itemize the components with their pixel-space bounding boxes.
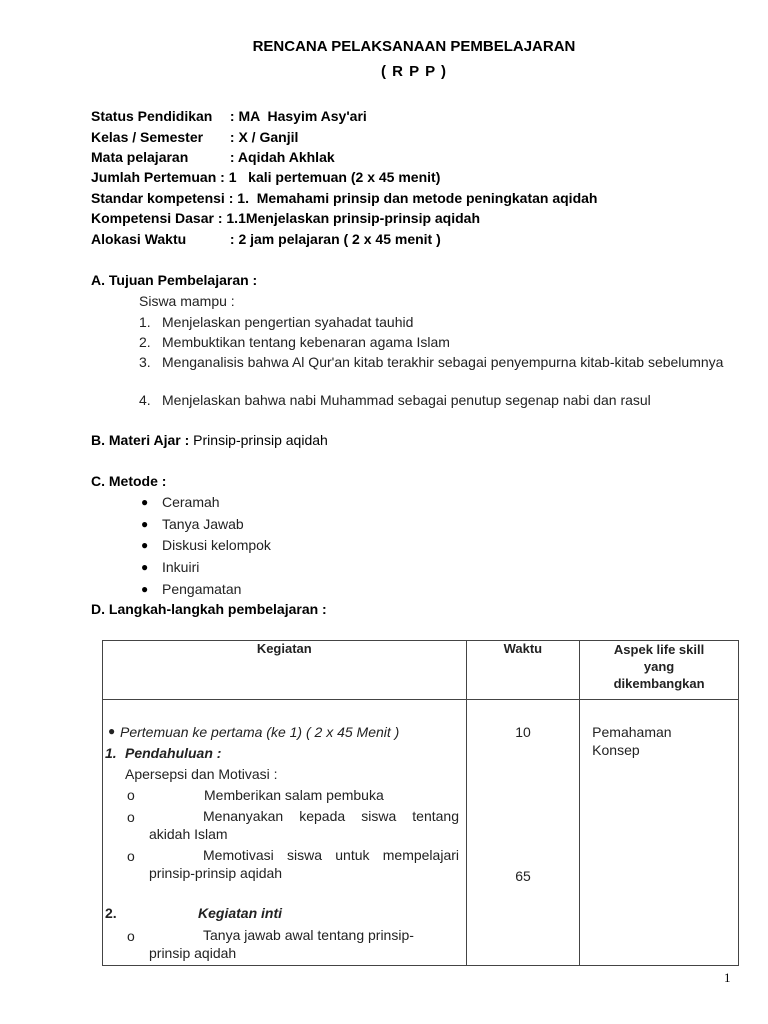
bullet-icon: ● [108, 724, 116, 738]
objective-number: 2. [139, 334, 151, 350]
identity-separator: : [226, 231, 239, 247]
identity-status [91, 106, 367, 126]
identity-mapel [91, 147, 335, 167]
identity-alokasi [91, 229, 441, 249]
section-b [91, 430, 328, 450]
step1-item: Memberikan salam pembuka [204, 787, 384, 803]
step1-item-text: Menanyakan kepada siswa tentang akidah Islam [149, 808, 459, 842]
identity-label: Kompetensi Dasar [91, 210, 214, 226]
identity-value: 1 kali pertemuan (2 x 45 menit) [228, 169, 441, 185]
circle-bullet-icon: o [127, 848, 135, 864]
document-subtitle: ( R P P ) [381, 63, 447, 80]
identity-separator: : [213, 210, 227, 226]
identity-separator: : [226, 149, 238, 165]
identity-standar [91, 188, 597, 208]
identity-label: Status Pendidikan [91, 108, 213, 124]
life-skill-text: Pemahaman Konsep [592, 724, 672, 758]
identity-value: 1.1Menjelaskan prinsip-prinsip aqidah [226, 210, 481, 226]
step1-number: 1. [105, 745, 117, 761]
objective-number: 3. [139, 354, 151, 370]
objective-text: Menganalisis bahwa Al Qur'an kitab terakhir sebagai penyempurna kitab-kitab sebelumnya [162, 354, 724, 370]
section-b-text: Prinsip-prinsip aqidah [193, 432, 328, 448]
step2-item [149, 926, 449, 962]
identity-label: Jumlah Pertemuan [91, 169, 217, 185]
identity-kelas [91, 127, 298, 147]
waktu-cell [466, 700, 580, 966]
objective-number: 1. [139, 314, 151, 330]
bullet-icon: ● [141, 582, 149, 596]
step2-number: 2. [105, 905, 117, 921]
circle-bullet-icon: o [127, 787, 135, 803]
step1-title: Pendahuluan : [125, 745, 222, 761]
section-b-heading: B. Materi Ajar : [91, 432, 190, 448]
identity-separator: : [216, 169, 229, 185]
identity-label: Kelas / Semester [91, 129, 204, 145]
method-item: Tanya Jawab [162, 516, 244, 532]
bullet-icon: ● [141, 517, 149, 531]
kegiatan-cell [103, 700, 467, 966]
section-a-intro: Siswa mampu : [139, 293, 235, 309]
header-aspek [580, 641, 739, 700]
section-a-heading: A. Tujuan Pembelajaran : [91, 272, 258, 288]
table-row [103, 700, 739, 966]
step1-subtitle: Apersepsi dan Motivasi : [125, 766, 278, 782]
identity-kompetensi [91, 208, 480, 228]
aspek-cell [580, 700, 739, 966]
identity-label: Standar kompetensi [91, 190, 225, 206]
section-d-heading: D. Langkah-langkah pembelajaran : [91, 601, 327, 617]
identity-value: MA Hasyim Asy'ari [238, 108, 367, 124]
document-title: RENCANA PELAKSANAAN PEMBELAJARAN [252, 38, 576, 55]
identity-separator: : [226, 129, 239, 145]
identity-separator: : [224, 190, 238, 206]
objective-number: 4. [139, 392, 151, 408]
bullet-icon: ● [141, 495, 149, 509]
method-item: Diskusi kelompok [162, 537, 271, 553]
identity-value: 2 jam pelajaran ( 2 x 45 menit ) [238, 231, 441, 247]
bullet-icon: ● [141, 538, 149, 552]
identity-separator: : [226, 108, 239, 124]
identity-pertemuan [91, 167, 440, 187]
method-item: Inkuiri [162, 559, 200, 575]
circle-bullet-icon: o [127, 809, 135, 825]
identity-label: Alokasi Waktu [91, 231, 187, 247]
step1-item [149, 846, 459, 882]
objective-text: Membuktikan tentang kebenaran agama Islam [162, 334, 450, 350]
step1-item [149, 807, 459, 843]
header-waktu: Waktu [466, 641, 580, 700]
objective-text: Menjelaskan bahwa nabi Muhammad sebagai penutup segenap nabi dan rasul [162, 392, 651, 408]
step1-item-text: Memotivasi siswa untuk mempelajari prinsip-prinsip aqidah [149, 847, 459, 881]
identity-value: Aqidah Akhlak [237, 149, 335, 165]
section-c-heading: C. Metode : [91, 473, 167, 489]
step2-title: Kegiatan inti [198, 905, 283, 921]
table-header-row [103, 641, 739, 700]
header-kegiatan: Kegiatan [103, 641, 467, 700]
time-value: 10 [515, 724, 531, 740]
identity-value: 1. Memahami prinsip dan metode peningkatan aqidah [237, 190, 598, 206]
header-aspek-text: Aspek life skill yang dikembangkan [613, 642, 705, 691]
circle-bullet-icon: o [127, 928, 135, 944]
identity-value: X / Ganjil [238, 129, 299, 145]
step2-item-text: Tanya jawab awal tentang prinsip-prinsip aqidah [149, 927, 414, 961]
method-item: Pengamatan [162, 581, 242, 597]
identity-label: Mata pelajaran [91, 149, 189, 165]
bullet-icon: ● [141, 560, 149, 574]
page-number: 1 [724, 970, 731, 985]
steps-table [102, 640, 739, 966]
method-item: Ceramah [162, 494, 220, 510]
meeting-label: Pertemuan ke pertama (ke 1) ( 2 x 45 Menit ) [120, 724, 400, 740]
time-value: 65 [515, 868, 531, 884]
objective-text: Menjelaskan pengertian syahadat tauhid [162, 314, 414, 330]
